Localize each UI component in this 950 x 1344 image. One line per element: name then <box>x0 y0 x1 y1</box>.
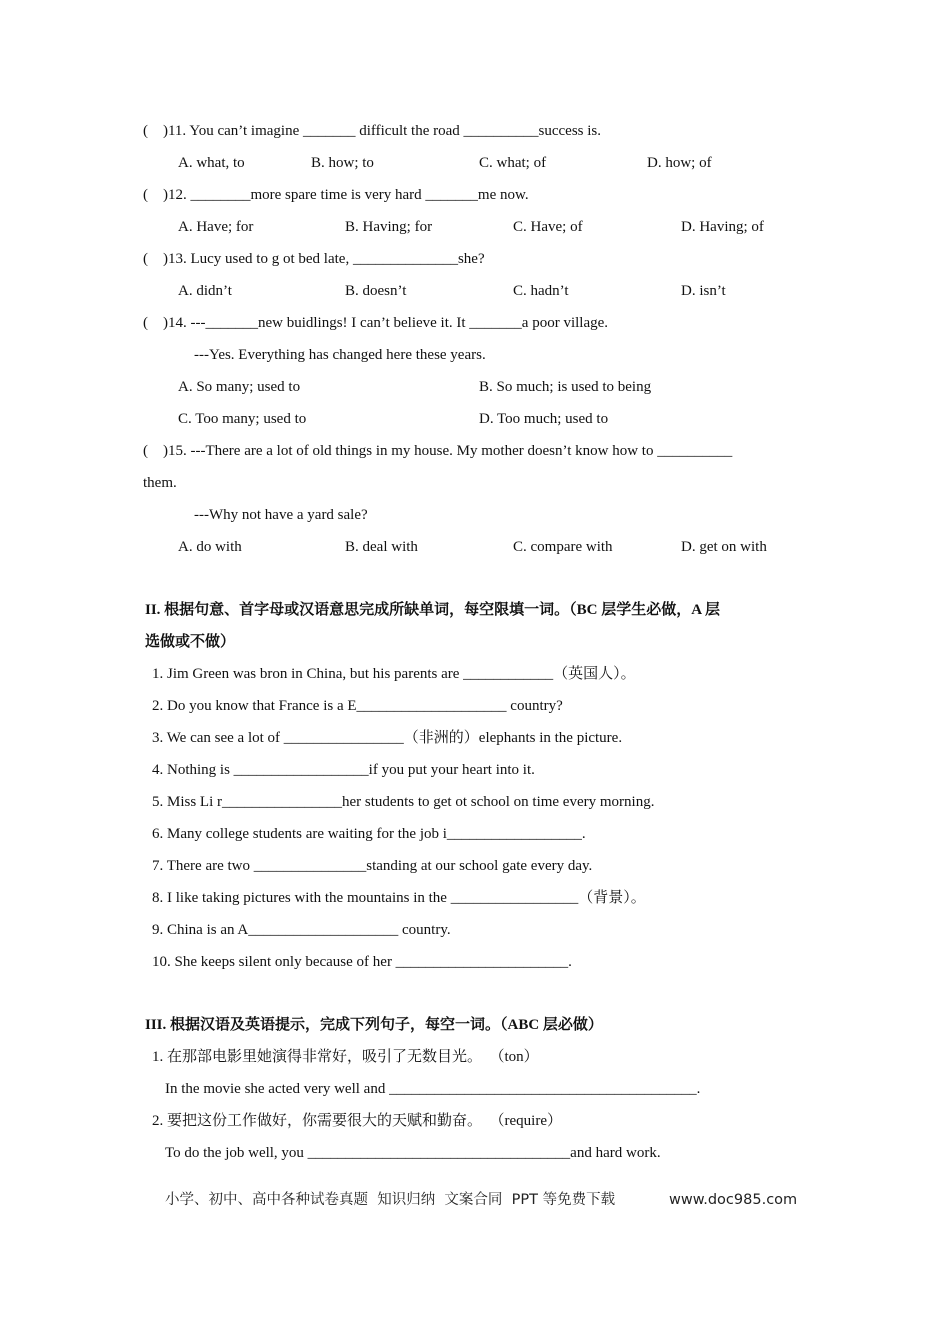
option: C. Have; of <box>513 219 583 235</box>
reply: ---Why not have a yard sale? <box>194 507 368 523</box>
reply: ---Yes. Everything has changed here these years. <box>194 347 486 363</box>
section-heading: III. 根据汉语及英语提示，完成下列句子，每空一词。（ABC 层必做） <box>145 1017 603 1033</box>
option: C. compare with <box>513 539 613 555</box>
option: B. how; to <box>311 155 374 171</box>
fill-item: 10. She keeps silent only because of her _______________________. <box>152 954 572 970</box>
fill-item: 1. Jim Green was bron in China, but his parents are ____________（英国人）。 <box>152 666 636 682</box>
section-heading: II. 根据句意、首字母或汉语意思完成所缺单词，每空限填一词。（BC 层学生必做，A 层 <box>145 602 721 618</box>
fill-item: 2. Do you know that France is a E____________________ country? <box>152 698 563 714</box>
option: C. hadn’t <box>513 283 569 299</box>
option: B. doesn’t <box>345 283 407 299</box>
fill-item: 7. There are two _______________standing at our school gate every day. <box>152 858 593 874</box>
question-15: ( )15. ---There are a lot of old things in my house. My mother doesn’t know how to __________ <box>143 443 733 459</box>
question-12: ( )12. ________more spare time is very hard _______me now. <box>143 187 529 203</box>
question-13: ( )13. Lucy used to g ot bed late, ______________she? <box>143 251 485 267</box>
option: A. what, to <box>178 155 245 171</box>
option: B. deal with <box>345 539 418 555</box>
footer-url[interactable]: www.doc985.com <box>669 1192 798 1208</box>
option: A. So many; used to <box>178 379 301 395</box>
fill-item: 4. Nothing is __________________if you put your heart into it. <box>152 762 535 778</box>
option: B. Having; for <box>345 219 433 235</box>
option: D. Too much; used to <box>479 411 609 427</box>
option: D. how; of <box>647 155 712 171</box>
option: A. Have; for <box>178 219 254 235</box>
option: A. do with <box>178 539 242 555</box>
fill-item: 9. China is an A____________________ country. <box>152 922 451 938</box>
fill-item: 8. I like taking pictures with the mountains in the _________________（背景）。 <box>152 890 646 906</box>
translation-answer: In the movie she acted very well and _________________________________________. <box>165 1081 701 1097</box>
option: A. didn’t <box>178 283 232 299</box>
section-heading: 选做或不做） <box>145 634 236 650</box>
option: B. So much; is used to being <box>479 379 652 395</box>
translation-prompt: 1. 在那部电影里她演得非常好，吸引了无数目光。 （ton） <box>152 1049 539 1065</box>
fill-item: 5. Miss Li r________________her students to get ot school on time every morning. <box>152 794 655 810</box>
option: D. get on with <box>681 539 767 555</box>
fill-item: 6. Many college students are waiting for the job i__________________. <box>152 826 586 842</box>
option: D. Having; of <box>681 219 764 235</box>
footer-text: 小学、初中、高中各种试卷真题 知识归纳 文案合同 PPT 等免费下载 <box>165 1192 616 1208</box>
question-14: ( )14. ---_______new buidlings! I can’t believe it. It _______a poor village. <box>143 315 609 331</box>
question-15-cont: them. <box>143 475 177 491</box>
translation-answer: To do the job well, you ___________________________________and hard work. <box>165 1145 661 1161</box>
translation-prompt: 2. 要把这份工作做好，你需要很大的天赋和勤奋。 （require） <box>152 1113 562 1129</box>
option: C. Too many; used to <box>178 411 307 427</box>
option: C. what; of <box>479 155 547 171</box>
question-11: ( )11. You can’t imagine _______ difficult the road __________success is. <box>143 123 601 139</box>
fill-item: 3. We can see a lot of ________________（非洲的）elephants in the picture. <box>152 730 623 746</box>
option: D. isn’t <box>681 283 726 299</box>
